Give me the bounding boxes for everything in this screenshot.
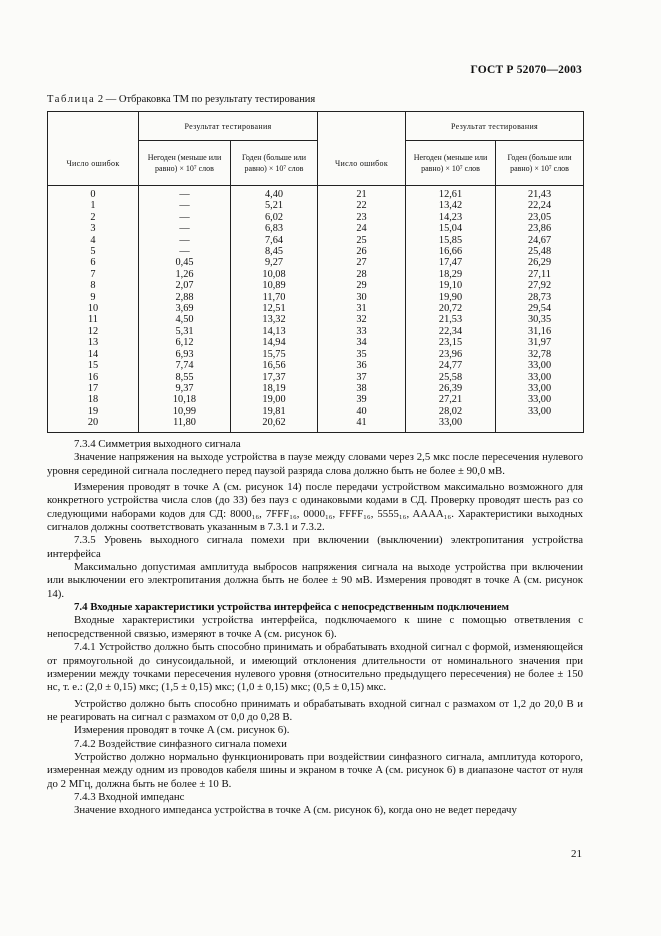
table-cell: 41	[356, 417, 367, 429]
table-cell: 23,15	[438, 337, 463, 349]
table-cell: 22,34	[438, 325, 463, 337]
table-cell: 20,62	[262, 417, 286, 429]
table-cell: 31,16	[527, 325, 552, 337]
table-cell: 33	[356, 325, 367, 337]
table-cell: 14	[87, 348, 99, 360]
table-cell: 23,86	[527, 223, 552, 235]
table-cell: 30	[356, 291, 367, 303]
table-cell: 18,29	[438, 268, 463, 280]
table-cell: 2,88	[175, 291, 194, 303]
table-cell: 1,26	[175, 268, 194, 280]
table-cell: 17	[87, 382, 99, 394]
table-cell: 10,89	[262, 280, 286, 292]
table-cell: 10,18	[172, 394, 197, 406]
table-cell: 13,32	[262, 314, 286, 326]
table-cell: 21,53	[438, 314, 463, 326]
rejection-table	[47, 111, 584, 433]
table-cell: 33,00	[527, 360, 552, 372]
table-cell: 3,69	[175, 303, 194, 315]
table-cell: 32,78	[527, 348, 552, 360]
page-number: 21	[571, 848, 582, 860]
table-cell: 6,12	[175, 337, 194, 349]
table-cell: 14,23	[438, 211, 463, 223]
table-cell: 25,58	[438, 371, 463, 383]
table-caption	[47, 94, 315, 105]
table-cell: 23	[356, 211, 367, 223]
table-cell: 39	[356, 394, 367, 406]
right-errors-column	[318, 189, 405, 429]
table-cell: 6,83	[264, 223, 284, 235]
table-cell: 6,02	[264, 211, 284, 223]
table-cell: 10	[87, 303, 99, 315]
table-cell: 4	[90, 234, 96, 246]
para-7-4-2-heading: 7.4.2 Воздействие синфазного сигнала помехи	[74, 737, 287, 750]
table-cell: 24,67	[527, 234, 552, 246]
table-cell: —	[179, 189, 190, 200]
col-header-good-left: Годен (больше или равно) × 10⁷ слов	[231, 141, 318, 186]
table-cell: 11	[88, 314, 98, 326]
table-cell: —	[179, 234, 190, 246]
table-cell: 36	[356, 360, 367, 372]
paragraph: Измерения проводят в точке A (см. рисунок 6).	[74, 724, 290, 737]
table-cell: 22	[356, 200, 367, 212]
table-cell: 15,75	[262, 348, 286, 360]
table-cell: —	[179, 211, 190, 223]
col-header-errors-right: Число ошибок	[318, 112, 406, 186]
table-cell: 22,24	[527, 200, 552, 212]
paragraph: 7.4.1 Устройство должно быть способно принимать и обрабатывать входной сигнал с формой, изменяющейся от прямоугольной до синусоидальной, и имеющий отклонения длительности от номинального значения при измерении между точками пересечения нулевого уровня (относительно предыдущего пересечения) не более ± 150 нс, т. е.: (2,0 ± 0,15) мкс; (1,5 ± 0,15) мкс; (1,0 ± 0,15) мкс; (0,5 ± 0,15) мкс.	[47, 641, 583, 694]
table-cell: 13,42	[438, 200, 463, 212]
table-cell: 9	[90, 291, 96, 303]
col-header-bad-right: Негоден (меньше или равно) × 10⁷ слов	[406, 141, 496, 186]
table-cell: 11,80	[173, 417, 196, 429]
table-cell: 33,00	[527, 394, 552, 406]
table-cell: 19,81	[262, 405, 286, 417]
table-cell: —	[179, 200, 190, 212]
table-cell: 40	[356, 405, 367, 417]
table-cell: 12	[87, 325, 99, 337]
table-cell: 19	[87, 405, 99, 417]
table-cell: 27,92	[527, 280, 552, 292]
table-cell: 26,39	[438, 382, 463, 394]
table-cell: 8,45	[264, 246, 284, 258]
table-cell: 16	[87, 371, 99, 383]
table-cell: 5,21	[264, 200, 284, 212]
paragraph: Входные характеристики устройства интерфейса, подключаемого к шине с помощью ответвления с непосредственной связью, измеряют в точке A (см. рисунок 6).	[47, 614, 583, 640]
table-cell: 28,73	[527, 291, 552, 303]
table-cell: 13	[87, 337, 99, 349]
body-text	[47, 438, 583, 818]
table-cell: 20,72	[438, 303, 463, 315]
right-good-column	[496, 189, 583, 417]
paragraph: Максимально допустимая амплитуда выбросов напряжения сигнала на выходе устройства при включении или выключении его электропитания должна быть не более ± 90 мВ. Измерения проводят в точке A (см. рисунок 14).	[47, 561, 583, 600]
table-cell: 33,00	[527, 382, 552, 394]
table-cell: 27,11	[528, 268, 551, 280]
table-cell: 15,04	[438, 223, 463, 235]
table-cell: 8,55	[175, 371, 194, 383]
table-cell: 32	[356, 314, 367, 326]
paragraph: Значение входного импеданса устройства в точке A (см. рисунок 6), когда оно не ведет передачу	[74, 804, 517, 817]
table-cell: 12,61	[438, 189, 463, 200]
table-cell: 24,77	[438, 360, 463, 372]
left-bad-column	[139, 189, 230, 429]
table-cell: 11,70	[262, 291, 286, 303]
table-cell: 9,27	[264, 257, 284, 269]
table-cell: 12,51	[262, 303, 286, 315]
table-cell: 9,37	[175, 382, 194, 394]
table-cell: 23,96	[438, 348, 463, 360]
table-cell: 29	[356, 280, 367, 292]
table-cell: 5,31	[175, 325, 194, 337]
table-cell: 29,54	[527, 303, 552, 315]
table-cell: 8	[90, 280, 96, 292]
table-cell: 16,66	[438, 246, 463, 258]
table-cell: —	[179, 246, 190, 258]
table-cell: 6	[90, 257, 96, 269]
left-good-column	[231, 189, 317, 429]
table-cell: 4,50	[175, 314, 194, 326]
table-cell: 6,93	[175, 348, 194, 360]
table-cell: 2,07	[175, 280, 194, 292]
table-cell: 7,64	[264, 234, 284, 246]
table-cell: 31	[356, 303, 367, 315]
table-cell: 19,10	[438, 280, 463, 292]
table-cell: 25,48	[527, 246, 552, 258]
table-cell: 28,02	[438, 405, 463, 417]
table-cell: 7	[90, 268, 96, 280]
table-cell: 34	[356, 337, 367, 349]
table-cell: 18,19	[262, 382, 286, 394]
table-cell: 0	[90, 189, 96, 200]
para-7-4-3-heading: 7.4.3 Входной импеданс	[74, 790, 185, 803]
table-cell: 18	[87, 394, 99, 406]
table-cell: 33,00	[527, 405, 552, 417]
table-cell: 31,97	[527, 337, 552, 349]
table-cell: 23,05	[527, 211, 552, 223]
document-header: ГОСТ Р 52070—2003	[470, 64, 582, 76]
table-cell: 10,99	[172, 405, 197, 417]
group-header-right: Результат тестирования	[406, 112, 584, 141]
paragraph: Измерения проводят в точке A (см. рисунок 14) после передачи устройством максимально возможного для конкретного устройства числа слов (до 33) без пауз с одинаковыми кодами в СД. Проверку проводят шесть раз со следующими наборами кодов для СД: 8000₁₆, 7FFF₁₆, 0000₁₆, FFFF₁₆, 5555₁₆, AAAA₁₆. Характеристики выходных сигналов должны соответствовать указанным в 7.3.1 и 7.3.2.	[47, 481, 583, 534]
table-cell: —	[179, 223, 190, 235]
section-7-4-heading: 7.4 Входные характеристики устройства интерфейса с непосредственным подключением	[74, 601, 510, 614]
table-cell: 28	[356, 268, 367, 280]
right-bad-column	[406, 189, 495, 429]
table-cell: 30,35	[527, 314, 552, 326]
table-cell: 19,00	[262, 394, 286, 406]
table-cell: 26	[356, 246, 367, 258]
table-cell: 27,21	[438, 394, 463, 406]
table-cell: 15	[87, 360, 99, 372]
table-cell: 21,43	[527, 189, 552, 200]
table-cell: 2	[90, 211, 96, 223]
paragraph: Значение напряжения на выходе устройства в паузе между словами через 2,5 мкс после пересечения нулевого уровня серединой сигнала последнего перед паузой разряда слова должно быть не более ± 90,0 мВ.	[47, 451, 583, 477]
table-cell: 3	[90, 223, 96, 235]
paragraph: Устройство должно быть способно принимать и обрабатывать входной сигнал с размахом от 1,2 до 20,0 В и не реагировать на сигнал с размахом от 0,0 до 0,28 В.	[47, 697, 583, 723]
group-header-left: Результат тестирования	[139, 112, 318, 141]
col-header-bad-left: Негоден (меньше или равно) × 10⁷ слов	[139, 141, 231, 186]
table-cell: 37	[356, 371, 367, 383]
para-7-3-4-heading: 7.3.4 Симметрия выходного сигнала	[74, 438, 241, 450]
table-cell: 26,29	[527, 257, 552, 269]
table-cell: 33,00	[527, 371, 552, 383]
table-cell: 17,47	[438, 257, 463, 269]
table-cell: 25	[356, 234, 367, 246]
table-cell: 16,56	[262, 360, 286, 372]
table-cell: 15,85	[438, 234, 463, 246]
table-cell: 10,08	[262, 268, 286, 280]
table-cell: 19,90	[438, 291, 463, 303]
table-cell: 38	[356, 382, 367, 394]
table-cell: 0,45	[175, 257, 194, 269]
table-cell: 1	[90, 200, 96, 212]
caption-text: 2 — Отбраковка ТМ по результату тестирования	[95, 94, 316, 105]
left-errors-column	[48, 189, 138, 429]
table-cell: 4,40	[264, 189, 284, 200]
para-7-3-5-heading: 7.3.5 Уровень выходного сигнала помехи при включении (выключении) электропитания устройства интерфейса	[47, 534, 583, 560]
caption-prefix: Таблица	[47, 94, 96, 105]
paragraph: Устройство должно нормально функционировать при воздействии синфазного сигнала, амплитуда которого, измеренная между одним из проводов кабеля шины и экраном в точке A (см. рисунок 6) в диапазоне частот от нуля до 2 МГц, должна быть не более ± 10 В.	[47, 750, 583, 790]
col-header-errors-left: Число ошибок	[48, 112, 139, 186]
table-cell: 17,37	[262, 371, 286, 383]
table-cell: 5	[90, 246, 96, 258]
table-cell: 20	[87, 417, 99, 429]
table-cell: 24	[356, 223, 367, 235]
table-cell: 14,94	[262, 337, 286, 349]
table-cell: 35	[356, 348, 367, 360]
col-header-good-right: Годен (больше или равно) × 10⁷ слов	[496, 141, 584, 186]
table-cell: 7,74	[175, 360, 194, 372]
table-cell: 27	[356, 257, 367, 269]
table-cell: 33,00	[438, 417, 463, 429]
table-cell: 21	[356, 189, 367, 200]
table-cell: 14,13	[262, 325, 286, 337]
